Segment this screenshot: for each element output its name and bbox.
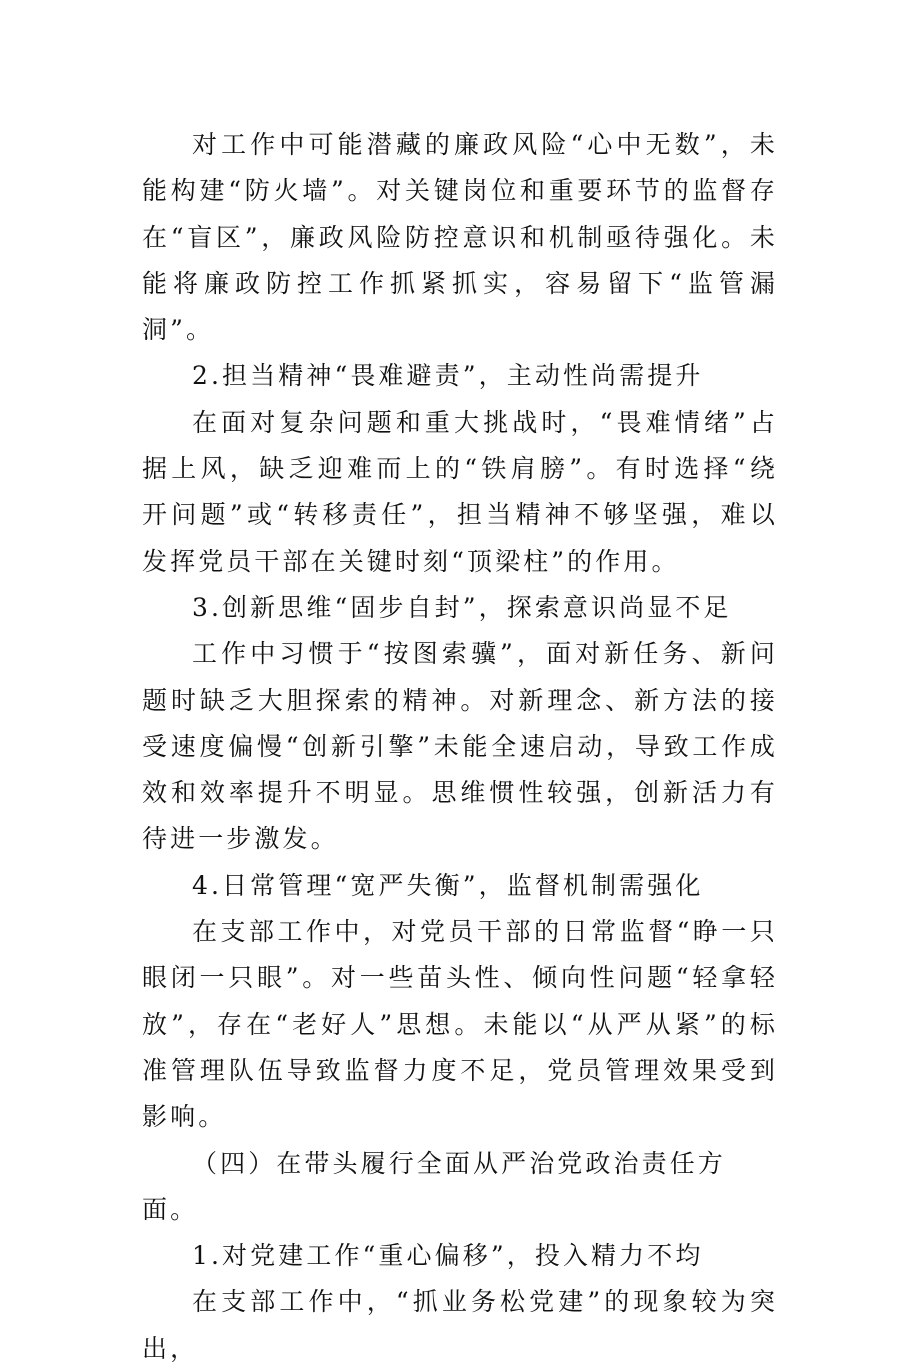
body-paragraph: 在支部工作中，“抓业务松党建”的现象较为突出，: [142, 1287, 778, 1363]
body-paragraph: 在面对复杂问题和重大挑战时，“畏难情绪”占据上风，缺乏迎难而上的“铁肩膀”。有时选择“绕开问题”或“转移责任”，担当精神不够坚强，难以发挥党员干部在关键时刻“顶梁柱”的作用。: [142, 407, 778, 576]
chapter-heading: （四）在带头履行全面从严治党政治责任方面。: [142, 1148, 726, 1224]
body-paragraph: 对工作中可能潜藏的廉政风险“心中无数”，未能构建“防火墙”。对关键岗位和重要环节的监督存在“盲区”，廉政风险防控意识和机制亟待强化。未能将廉政防控工作抓紧抓实，容易留下“监管漏洞”。: [142, 130, 778, 345]
body-paragraph: 工作中习惯于“按图索骥”，面对新任务、新问题时缺乏大胆探索的精神。对新理念、新方法的接受速度偏慢“创新引擎”未能全速启动，导致工作成效和效率提升不明显。思维惯性较强，创新活力有待进一步激发。: [142, 639, 778, 854]
section-heading: 1.对党建工作“重心偏移”，投入精力不均: [192, 1241, 704, 1271]
section-heading: 2.担当精神“畏难避责”，主动性尚需提升: [192, 361, 704, 391]
body-paragraph: 在支部工作中，对党员干部的日常监督“睁一只眼闭一只眼”。对一些苗头性、倾向性问题“轻拿轻放”，存在“老好人”思想。未能以“从严从紧”的标准管理队伍导致监督力度不足，党员管理效果受到影响。: [142, 917, 778, 1132]
section-heading: 4.日常管理“宽严失衡”，监督机制需强化: [192, 870, 704, 900]
document-body: [142, 122, 778, 1372]
section-heading: 3.创新思维“固步自封”，探索意识尚显不足: [192, 592, 732, 622]
